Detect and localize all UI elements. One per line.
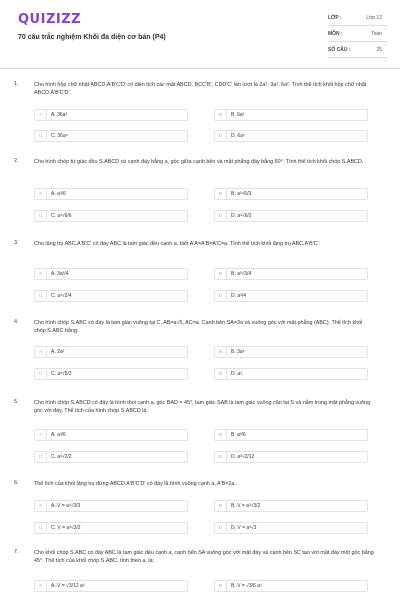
meta-count-value: 25: [376, 46, 382, 53]
option-text: D. a³.: [231, 371, 244, 377]
option-b[interactable]: [214, 188, 368, 200]
worksheet-title: 70 câu trắc nghiệm Khối đa diện cơ bản (P4): [18, 34, 166, 41]
option-text: D. a³√2/12: [231, 454, 255, 460]
option-letter: C: [35, 211, 47, 221]
option-c[interactable]: [34, 210, 188, 222]
worksheet-header: [0, 0, 400, 69]
option-c[interactable]: [34, 522, 188, 534]
option-text: B. a³/6: [231, 432, 246, 438]
question-text: Cho hình chóp S.ABCD có đáy là hình thoi cạnh a, góc BAD = 45°, tam giác SAB là tam giác vuông cân tại S và nằm trong mặt phẳng vuông góc với đáy. Thể tích của hình chóp S.ABCD là:: [34, 400, 371, 414]
worksheet-meta: [328, 10, 388, 58]
meta-subject-row: [328, 26, 388, 42]
question-text: Cho hình chóp tứ giác đều S.ABCD có cạnh đáy bằng a, góc giữa cạnh bên và mặt phẳng đáy bằng 60°. Tính thể tích khối chóp S.ABCD.: [34, 159, 364, 165]
option-a[interactable]: [34, 346, 188, 358]
option-letter: A: [35, 110, 47, 120]
option-letter: B: [215, 430, 227, 440]
question-number: 6.: [14, 480, 19, 486]
option-d[interactable]: [214, 210, 368, 222]
meta-class-row: [328, 10, 388, 26]
meta-subject-label: MÔN :: [328, 30, 343, 37]
option-b[interactable]: [214, 429, 368, 441]
question-number: 3.: [14, 240, 19, 246]
option-a[interactable]: [34, 109, 188, 121]
option-letter: C: [35, 291, 47, 301]
option-letter: B: [215, 269, 227, 279]
question-number: 2.: [14, 158, 19, 164]
option-text: A. a³/6: [51, 432, 66, 438]
question-text: Cho hình chóp S.ABC có đáy là tam giác vuông tại C, AB=a√5, AC=a. Cạnh bên SA=3a và vuông góc với mặt phẳng (ABC). Thể tích khối chóp S.ABC bằng:: [34, 320, 363, 334]
meta-count-row: [328, 42, 388, 58]
option-text: B. 6a³: [231, 112, 245, 118]
question-number: 7.: [14, 549, 19, 555]
option-text: C. a³√2/4: [51, 293, 72, 299]
option-letter: D: [215, 523, 227, 533]
question-text: Thể tích của khối lăng trụ đứng ABCD.A'B'C'D' có đáy là hình vuông cạnh a, A'B=2a.: [34, 481, 236, 487]
question-number: 4.: [14, 319, 19, 325]
option-letter: A: [35, 269, 47, 279]
question-text: Cho khối chóp S.ABC có đáy ABC là tam giác đều cạnh a, cạnh bên SA vuông góc với mặt đáy và cạnh bên SC tạo với mặt đáy một góc bằng 45°. Thể tích của khối chóp S.ABC, tính theo a, là:: [34, 550, 374, 564]
option-text: B. V = √3/6 a³: [231, 583, 262, 589]
option-a[interactable]: [34, 188, 188, 200]
option-letter: B: [215, 347, 227, 357]
option-letter: D: [215, 131, 227, 141]
meta-count-label: SỐ CÂU :: [328, 46, 351, 53]
option-letter: D: [215, 211, 227, 221]
option-text: A. 36a³: [51, 112, 68, 118]
option-text: C. a³√6/6: [51, 213, 72, 219]
option-letter: A: [35, 189, 47, 199]
question-number: 5.: [14, 399, 19, 405]
option-text: C. V = a³√3/2: [51, 525, 81, 531]
option-b[interactable]: [214, 268, 368, 280]
option-text: A. 3a³/4: [51, 271, 69, 277]
option-letter: C: [35, 523, 47, 533]
option-b[interactable]: [214, 109, 368, 121]
option-text: D. a³/4: [231, 293, 247, 299]
option-text: D. 6a²: [231, 133, 245, 139]
option-d[interactable]: [214, 368, 368, 380]
option-a[interactable]: [34, 268, 188, 280]
option-text: B. V = a³√3/2: [231, 503, 261, 509]
option-letter: D: [215, 369, 227, 379]
option-letter: B: [215, 581, 227, 591]
option-text: A. 2a³: [51, 349, 65, 355]
option-text: C. 36a⁶: [51, 133, 68, 139]
option-letter: A: [35, 430, 47, 440]
option-text: D. a³√6/2: [231, 213, 252, 219]
option-b[interactable]: [214, 346, 368, 358]
option-a[interactable]: [34, 429, 188, 441]
option-text: A. V = a³√3/3: [51, 503, 81, 509]
option-d[interactable]: [214, 522, 368, 534]
option-letter: A: [35, 581, 47, 591]
meta-subject-value: Toán: [371, 30, 382, 37]
option-text: A. V = √3/12 a³: [51, 583, 85, 589]
option-text: B. a³√3/4: [231, 271, 252, 277]
option-text: C. a³√5/2: [51, 371, 72, 377]
option-d[interactable]: [214, 451, 368, 463]
option-text: B. 3a³: [231, 349, 245, 355]
quizizz-logo: QUIZIZZ: [18, 12, 82, 27]
option-letter: B: [215, 189, 227, 199]
option-letter: A: [35, 347, 47, 357]
option-c[interactable]: [34, 451, 188, 463]
option-letter: B: [215, 110, 227, 120]
option-text: B. a³√6/3: [231, 191, 252, 197]
option-d[interactable]: [214, 290, 368, 302]
option-c[interactable]: [34, 290, 188, 302]
question-number: 1.: [14, 81, 19, 87]
option-letter: D: [215, 452, 227, 462]
option-letter: B: [215, 501, 227, 511]
option-letter: D: [215, 291, 227, 301]
meta-class-value: Lớp 12: [366, 14, 382, 21]
option-c[interactable]: [34, 368, 188, 380]
option-c[interactable]: [34, 130, 188, 142]
option-text: C. a³√2/2: [51, 454, 72, 460]
option-b[interactable]: [214, 580, 368, 592]
question-text: Cho hình hộp chữ nhật ABCD.A'B'C'D' có diện tích các mặt ABCD, BCC'B', CDD'C' lần lượt là 2a², 3a², 6a². Tính thể tích khối hộp chữ nhật ABCD.A'B'C'D'.: [34, 82, 367, 96]
meta-class-label: LỚP :: [328, 14, 342, 21]
option-b[interactable]: [214, 500, 368, 512]
option-text: D. V = a³√3: [231, 525, 257, 531]
option-letter: C: [35, 131, 47, 141]
option-text: A. a³/6: [51, 191, 66, 197]
question-text: Cho lăng trụ ABC.A'B'C' có đáy ABC là tam giác đều cạnh a, biết A'A=A'B=A'C=a. Tính thể tích khối lăng trụ ABC.A'B'C'.: [34, 241, 321, 247]
option-letter: C: [35, 369, 47, 379]
option-a[interactable]: [34, 500, 188, 512]
option-d[interactable]: [214, 130, 368, 142]
option-letter: A: [35, 501, 47, 511]
option-a[interactable]: [34, 580, 188, 592]
option-letter: C: [35, 452, 47, 462]
